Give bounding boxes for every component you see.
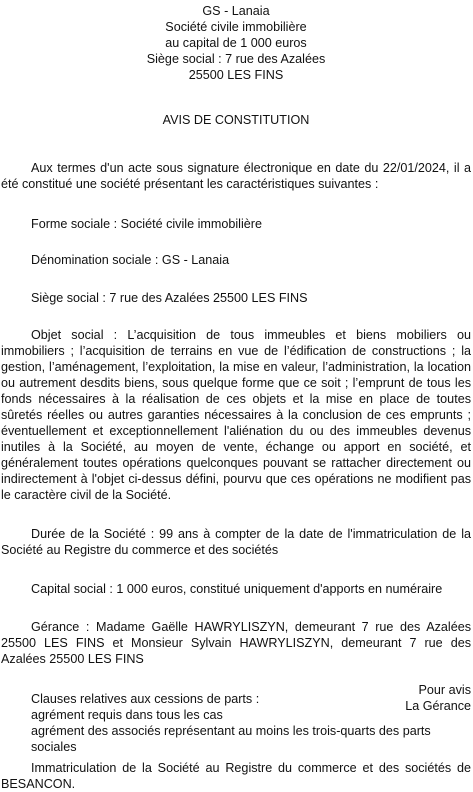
- clauses-cession: [1, 691, 471, 754]
- signature-block: [405, 682, 471, 714]
- clauses-line-2: agrément des associés représentant au moins les trois-quarts des parts sociales: [31, 724, 431, 754]
- objet-social: Objet social : L’acquisition de tous immeubles et biens mobiliers ou immobiliers ; l’acquisition de terrains en vue de l’édification de constructions ; la gestion, l’aménagement, l’exploitation, la mise en valeur, l’administration, la location ou autrement desdits biens, sous quelque forme que ce soit ; l’emprunt de tous les fonds nécessaires à la réalisation de ces objets et la mise en place de toutes sûretés réelles ou autres garanties nécessaires à la conclusion de ces emprunts ; éventuellement et exceptionnellement l'aliénation du ou des immeubles devenus inutiles à la Société, au moyen de vente, échange ou apport en société, et généralement toutes opérations quelconques pouvant se rattacher directement ou indirectement à l'objet ci-dessus défini, pourvu que ces opérations ne modifient pas le caractère civil de la Société.: [1, 328, 471, 502]
- company-form: Société civile immobilière: [165, 20, 307, 34]
- clauses-heading: Clauses relatives aux cessions de parts :: [31, 692, 260, 706]
- company-city: 25500 LES FINS: [188, 68, 284, 82]
- company-name: GS - Lanaia: [202, 4, 270, 18]
- company-capital: au capital de 1 000 euros: [165, 36, 307, 50]
- signature-line-2: La Gérance: [405, 699, 471, 713]
- clauses-line-1: agrément requis dans tous les cas: [31, 708, 223, 722]
- signature-line-1: Pour avis: [418, 683, 471, 697]
- duree-societe: Durée de la Société : 99 ans à compter de la date de l'immatriculation de la Société au Registre du commerce et des sociétés: [1, 527, 471, 557]
- capital-social: Capital social : 1 000 euros, constitué uniquement d'apports en numéraire: [31, 582, 443, 596]
- siege-social: Siège social : 7 rue des Azalées 25500 LES FINS: [31, 291, 308, 305]
- notice-title: AVIS DE CONSTITUTION: [162, 113, 310, 127]
- intro-paragraph: Aux termes d'un acte sous signature électronique en date du 22/01/2024, il a été constitué une société présentant les caractéristiques suivantes :: [1, 161, 471, 191]
- denomination-sociale: Dénomination sociale : GS - Lanaia: [31, 253, 230, 267]
- gerance: Gérance : Madame Gaëlle HAWRYLISZYN, demeurant 7 rue des Azalées 25500 LES FINS et Monsieur Sylvain HAWRYLISZYN, demeurant 7 rue des Azalées 25500 LES FINS: [1, 620, 471, 666]
- company-header: [1, 3, 471, 83]
- immatriculation: Immatriculation de la Société au Registre du commerce et des sociétés de BESANCON.: [1, 761, 471, 791]
- company-seat: Siège social : 7 rue des Azalées: [146, 52, 326, 66]
- forme-sociale: Forme sociale : Société civile immobilière: [31, 217, 262, 231]
